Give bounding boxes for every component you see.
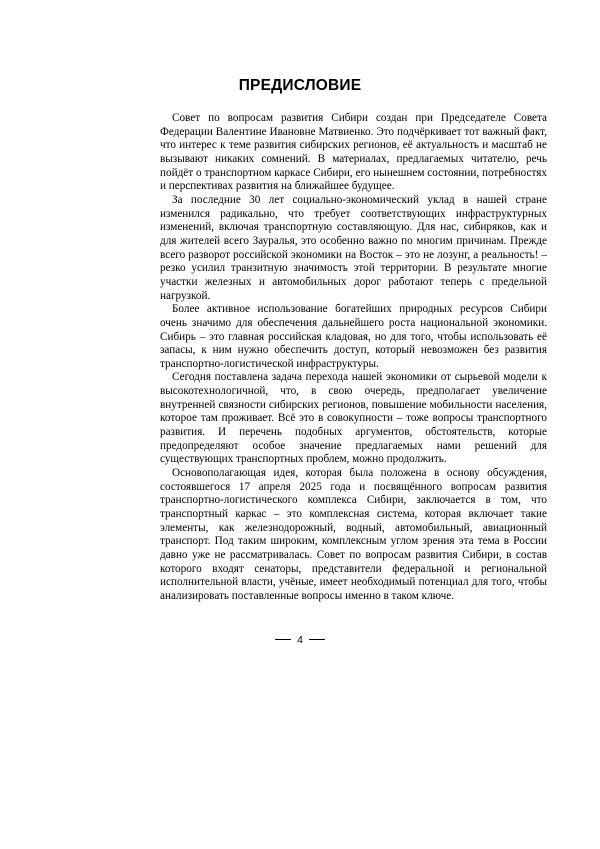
page-number-footer xyxy=(0,635,600,646)
preface-body xyxy=(160,112,547,604)
paragraph: Основополагающая идея, которая была положена в основу обсуждения, состоявшегося 17 апреля 2025 года и посвящённого вопросам развития транспортно-логистического комплекса Сибири, заключается в том, что транспортный каркас – это комплексная система, которая включает такие элементы, как железнодорожный, водный, автомобильный, авиационный транспорт. Под таким широким, комплексным углом зрения эта тема в России давно уже не рассматривалась. Совет по вопросам развития Сибири, в состав которого входят сенаторы, представители федеральной и региональной исполнительной власти, учёные, имеет необходимый потенциал для того, чтобы анализировать поставленные вопросы именно в таком ключе. xyxy=(160,467,547,602)
paragraph: За последние 30 лет социально-экономический уклад в нашей стране изменился радикально, что требует соответствующих инфраструктурных изменений, включая транспортную составляющую. Для нас, сибиряков, как и для жителей всего Зауралья, это особенно важно по многим причинам. Прежде всего разворот российской экономики на Восток – это не лозунг, а реальность! – резко усилил транзитную значимость этой территории. В результате многие участки железных и автомобильных дорог работают теперь с предельной нагрузкой. xyxy=(160,193,547,302)
page-number: 4 xyxy=(297,635,303,646)
right-rule xyxy=(309,639,325,640)
paragraph: Более активное использование богатейших природных ресурсов Сибири очень значимо для обеспечения дальнейшего роста национальной экономики. Сибирь – это главная российская кладовая, но для того, чтобы использовать её запасы, к ним нужно обеспечить доступ, который невозможен без развития транспортно-логистической инфраструктуры. xyxy=(160,303,547,370)
paragraph: Сегодня поставлена задача перехода нашей экономики от сырьевой модели к высокотехнологичной, что, в свою очередь, предполагает увеличение внутренней связности сибирских регионов, повышение мобильности населения, которое там проживает. Всё это в совокупности – тоже вопросы транспортного развития. И перечень подобных аргументов, обстоятельств, которые предопределяют особое значение предлагаемых нами решений для существующих транспортных проблем, можно продолжить. xyxy=(160,371,547,466)
page-title: ПРЕДИСЛОВИЕ xyxy=(238,77,362,94)
left-rule xyxy=(275,639,291,640)
paragraph: Совет по вопросам развития Сибири создан при Председателе Совета Федерации Валентине Ивановне Матвиенко. Это подчёркивает тот важный факт, что интерес к теме развития сибирских регионов, её актуальность и масштаб не вызывают никаких сомнений. В материалах, предлагаемых читателю, речь пойдёт о транспортном каркасе Сибири, его нынешнем состоянии, потребностях и перспективах развития на ближайшее будущее. xyxy=(160,112,547,193)
